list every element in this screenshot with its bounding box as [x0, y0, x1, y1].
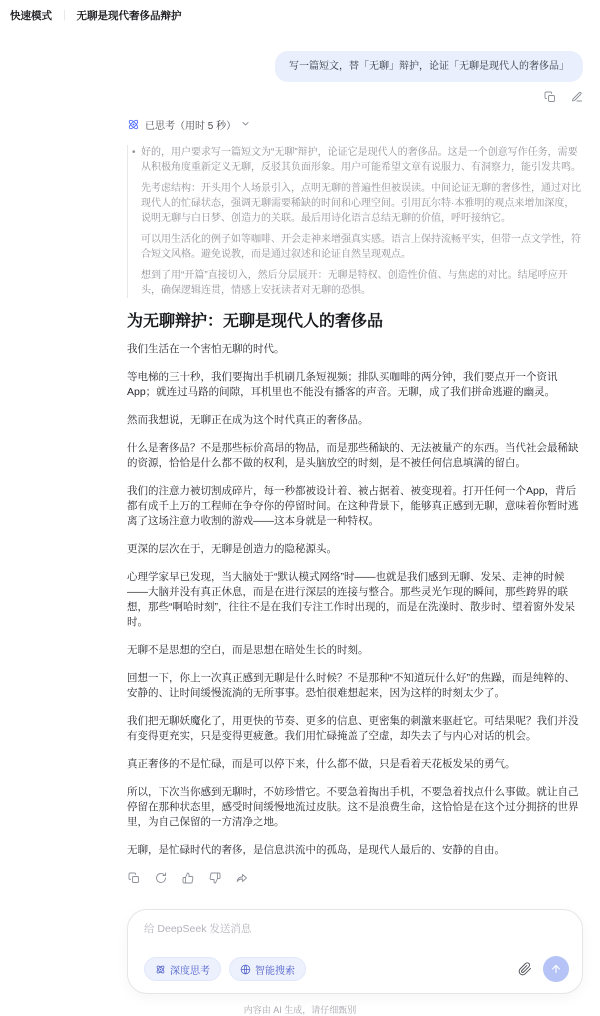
answer-paragraph: 心理学家早已发现，当大脑处于“默认模式网络”时——也就是我们感到无聊、发呆、走神的时候——大脑并没有真正休息，而是在进行深层的连接与整合。那些灵光乍现的瞬间，那些跨界的联想，那些“啊哈时刻”，往往不是在我们专注工作时出现的，而是在洗澡时、散步时、望着窗外发呆时。: [127, 571, 575, 628]
mode-label: 快速模式: [10, 10, 52, 22]
user-message-row: [127, 51, 583, 82]
globe-icon: [240, 964, 251, 975]
answer-paragraph: 什么是奢侈品？不是那些标价高昂的物品，而是那些稀缺的、无法被量产的东西。当代社会最稀缺的资源，恰恰是什么都不做的权利，是头脑放空的时刻，是不被任何信息填满的留白。: [127, 442, 579, 469]
answer-body: [127, 342, 583, 858]
user-message-bubble: 写一篇短文，替「无聊」辩护，论证「无聊是现代人的奢侈品」: [275, 51, 583, 82]
top-bar: [0, 0, 600, 23]
chevron-down-icon: [241, 115, 250, 133]
answer-paragraph: 等电梯的三十秒，我们要掏出手机刷几条短视频；排队买咖啡的两分钟，我们要点开一个资讯App；就连过马路的间隙，耳机里也不能没有播客的声音。无聊，成了我们拼命逃避的幽灵。: [127, 371, 558, 398]
thinking-paragraph: 想到了用“开篇”直接切入，然后分层展开：无聊是特权、创造性价值、与焦虑的对比。结尾呼应开头，确保逻辑连贯，情感上安抚读者对无聊的恐惧。: [141, 270, 568, 296]
deep-think-toggle[interactable]: [144, 957, 221, 981]
thinking-content: [127, 145, 583, 298]
copy-icon[interactable]: [127, 871, 140, 884]
atom-icon: [155, 964, 166, 975]
message-composer: [127, 909, 583, 994]
answer-title: 为无聊辩护：无聊是现代人的奢侈品: [127, 313, 384, 330]
edit-icon[interactable]: [570, 90, 583, 103]
answer-paragraph: 更深的层次在于，无聊是创造力的隐秘源头。: [127, 543, 337, 555]
answer-paragraph: 所以，下次当你感到无聊时，不妨珍惜它。不要急着掏出手机，不要急着找点什么事做。就让自己停留在那种状态里，感受时间缓慢地流过皮肤。这不是浪费生命，这恰恰是在这个过分拥挤的世界里，为自己保留的一方清净之地。: [127, 786, 579, 828]
answer-paragraph: 我们的注意力被切割成碎片，每一秒都被设计着、被占据着、被变现着。打开任何一个App，背后都有成千上万的工程师在争夺你的停留时间。在这种背景下，能够真正感到无聊，意味着你暂时逃离了这场注意力收割的游戏——这本身就是一种特权。: [127, 485, 579, 527]
response-actions: [127, 871, 583, 884]
thinking-paragraph: 先考虑结构：开头用个人场景引入，点明无聊的普遍性但被误读。中间论证无聊的奢侈性，通过对比现代人的忙碌状态，强调无聊需要稀缺的时间和心理空间。引用瓦尔特·本雅明的观点来增加深度，说明无聊与白日梦、创造力的关联。最后用诗化语言总结无聊的价值，呼吁接纳它。: [141, 183, 581, 224]
deep-think-label: 深度思考: [170, 965, 210, 977]
answer-paragraph: 无聊不是思想的空白，而是思想在暗处生长的时刻。: [127, 644, 369, 656]
web-search-toggle[interactable]: [229, 957, 306, 981]
answer-paragraph: 回想一下，你上一次真正感到无聊是什么时候？不是那种“不知道玩什么好”的焦躁，而是纯粹的、安静的、让时间缓慢流淌的无所事事。恐怕很难想起来，因为这样的时刻太少了。: [127, 672, 575, 699]
composer-toolbar: [144, 956, 569, 982]
title-separator: ｜: [59, 10, 70, 22]
send-button[interactable]: [543, 956, 569, 982]
arrow-up-icon: [550, 963, 562, 975]
thumbs-up-icon[interactable]: [181, 871, 194, 884]
thinking-paragraph: • 好的，用户要求写一篇短文为“无聊”辩护，论证它是现代人的奢侈品。这是一个创意写作任务，需要从积极角度重新定义无聊，反驳其负面形象。用户可能希望文章有说服力、有洞察力，能引发共鸣。: [141, 145, 583, 175]
share-icon[interactable]: [235, 871, 248, 884]
thumbs-down-icon[interactable]: [208, 871, 221, 884]
answer-paragraph: 我们生活在一个害怕无聊的时代。: [127, 343, 285, 355]
thinking-toggle[interactable]: [127, 115, 583, 133]
deep-think-badge-icon: [127, 118, 140, 131]
answer-paragraph: 我们把无聊妖魔化了，用更快的节奏、更多的信息、更密集的刺激来驱赶它。可结果呢？我们并没有变得更充实，只是变得更疲惫。我们用忙碌掩盖了空虚，却失去了与内心对话的机会。: [127, 715, 579, 742]
message-input[interactable]: [144, 921, 569, 943]
thinking-paragraph: 可以用生活化的例子如等咖啡、开会走神来增强真实感。语言上保持流畅平实，但带一点文学性，符合短文风格。避免说教，而是通过叙述和论证自然呈现观点。: [141, 234, 581, 260]
copy-icon[interactable]: [543, 90, 556, 103]
answer-paragraph: 真正奢侈的不是忙碌，而是可以停下来，什么都不做，只是看着天花板发呆的勇气。: [127, 758, 516, 770]
answer-paragraph: 然而我想说，无聊正在成为这个时代真正的奢侈品。: [127, 414, 369, 426]
conversation-title: 无聊是现代奢侈品辩护: [76, 10, 182, 22]
thinking-summary-label: 已思考（用时 5 秒）: [145, 120, 237, 132]
web-search-label: 智能搜索: [255, 965, 295, 977]
composer-right: [518, 956, 569, 982]
regenerate-icon[interactable]: [154, 871, 167, 884]
paperclip-icon[interactable]: [518, 963, 531, 976]
mode-pills: [144, 957, 306, 981]
answer-paragraph: 无聊，是忙碌时代的奢侈，是信息洪流中的孤岛，是现代人最后的、安静的自由。: [127, 844, 505, 856]
ai-disclaimer: 内容由 AI 生成，请仔细甄别: [243, 1005, 357, 1015]
user-message-actions: [127, 90, 583, 103]
chat-column: [110, 51, 592, 994]
message-list: [110, 51, 592, 994]
